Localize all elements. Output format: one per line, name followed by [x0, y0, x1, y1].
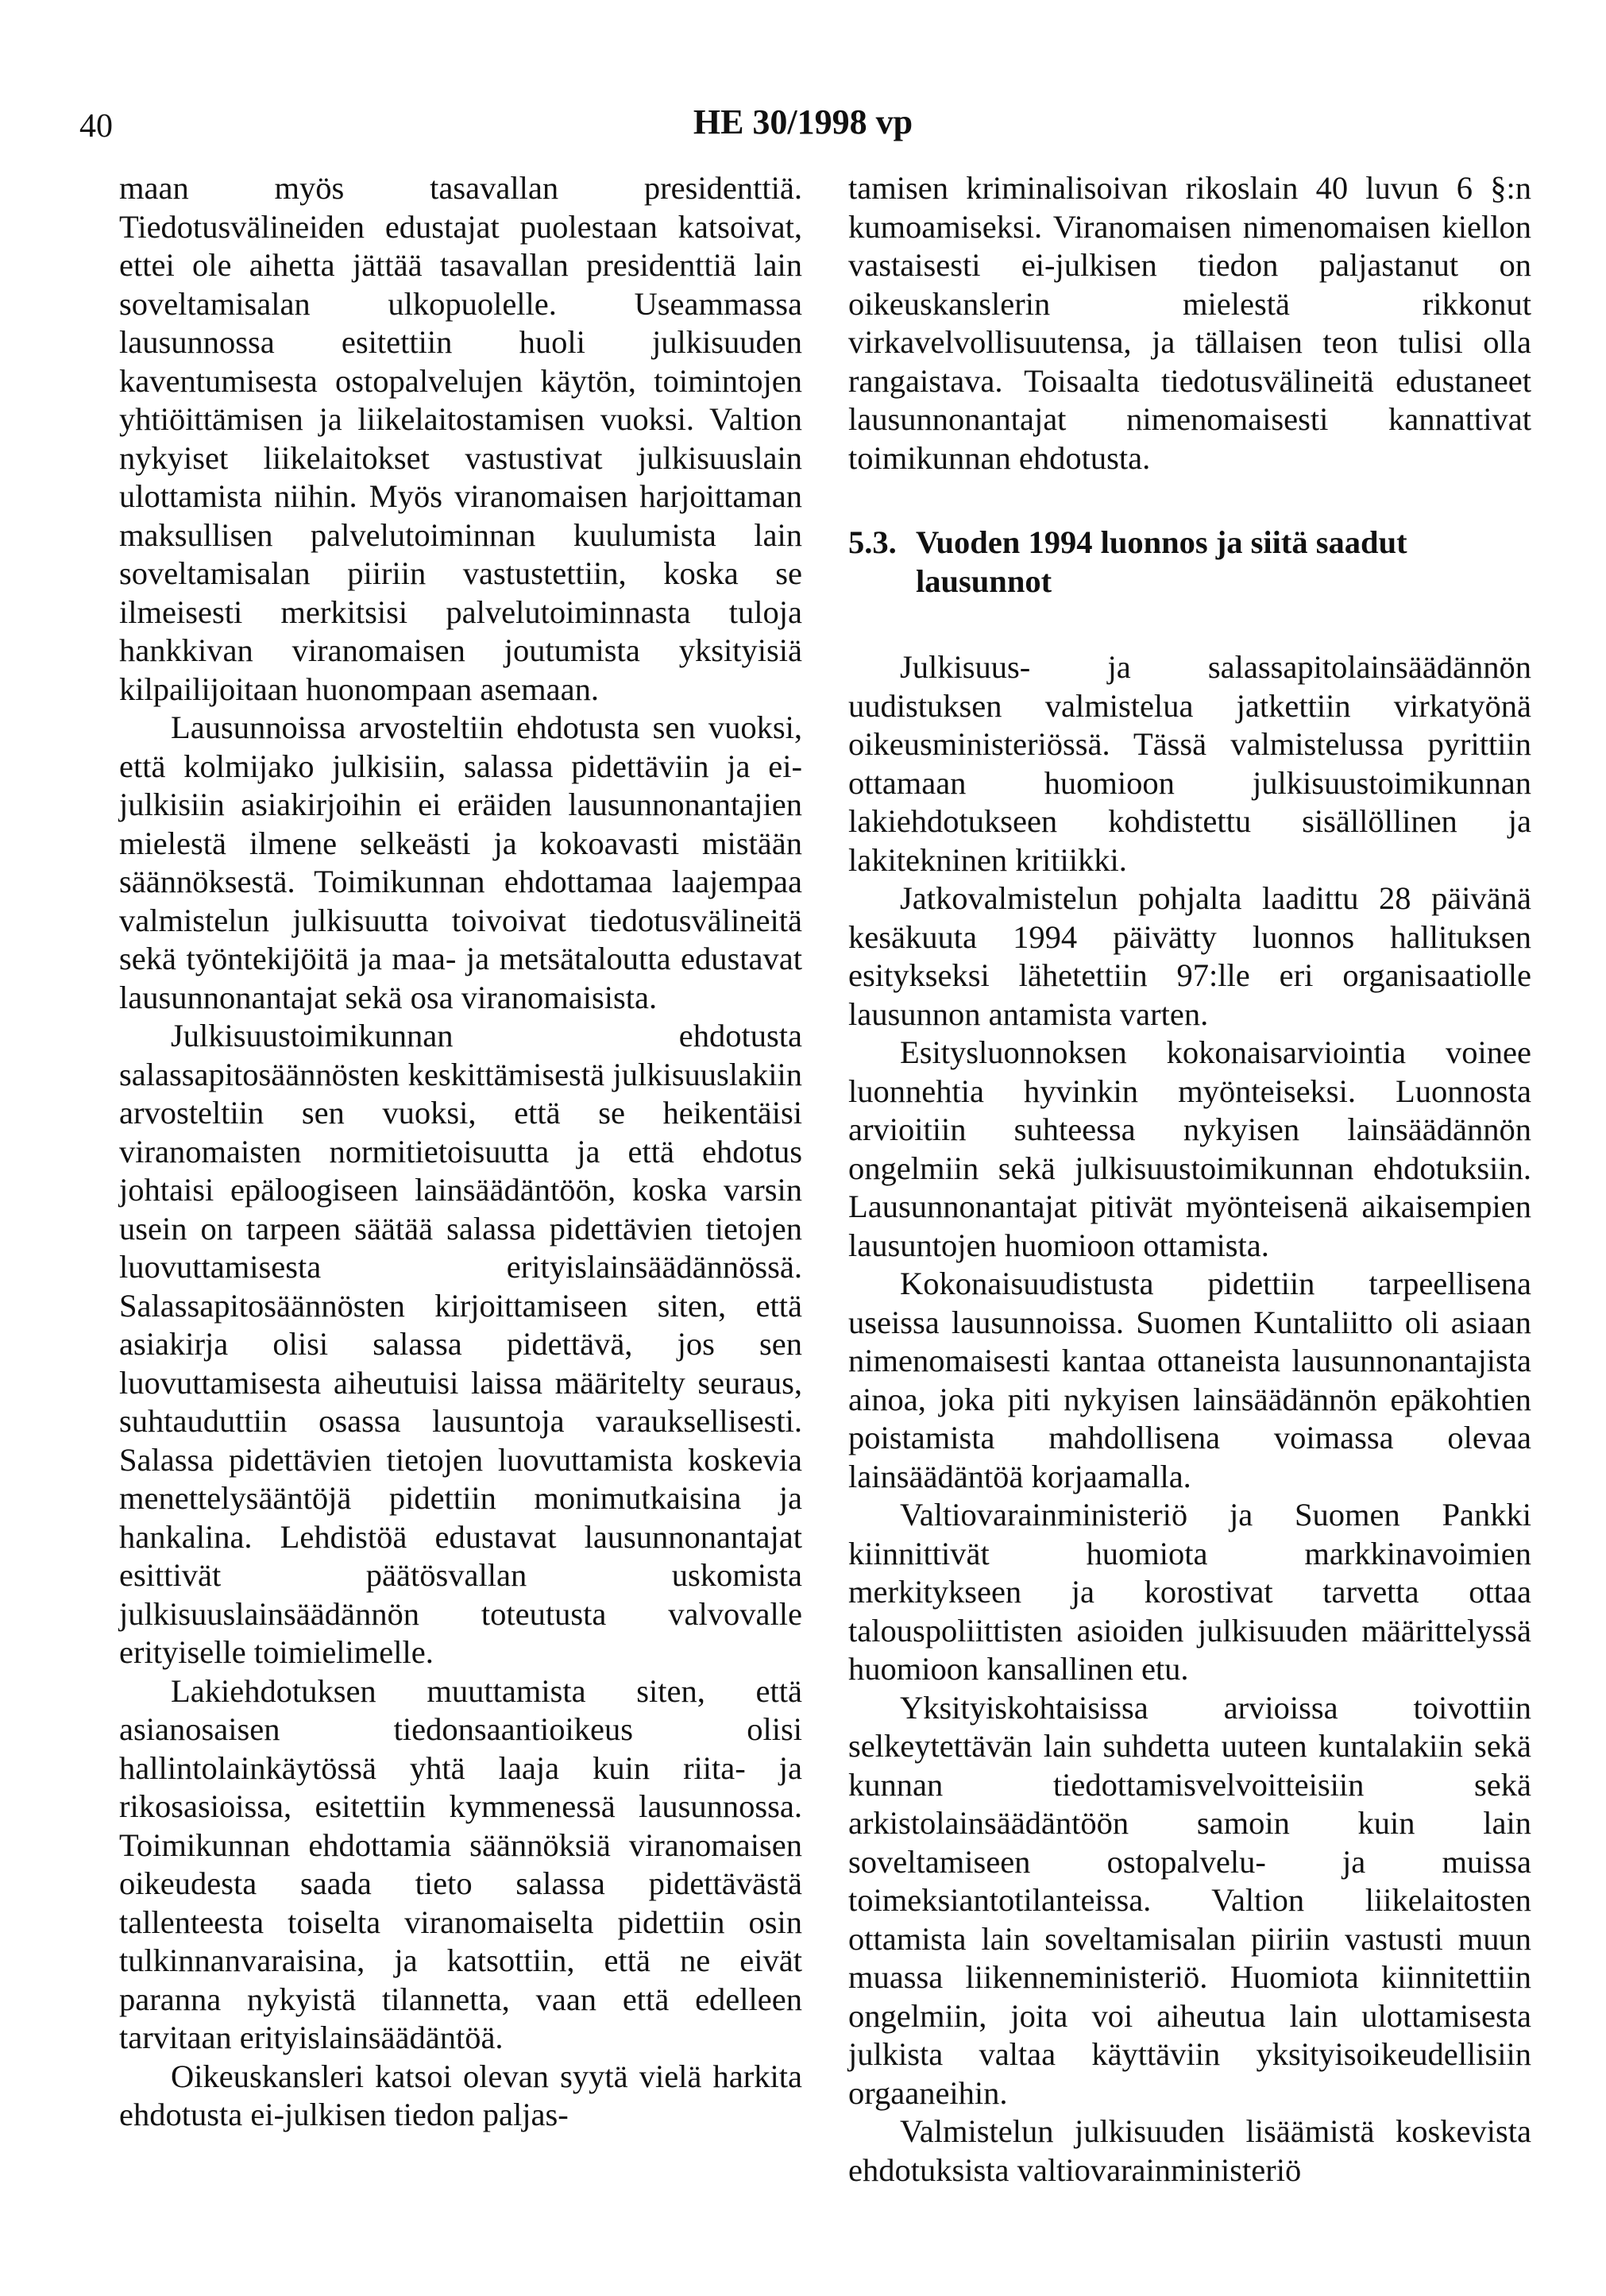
paragraph: Oikeuskansleri katsoi olevan syytä vielä harkita ehdotusta ei-julkisen tiedon paljas-	[119, 2058, 802, 2132]
paragraph: Valmistelun julkisuuden lisäämistä koskevista ehdotuksista valtiovarainministeriö	[848, 2113, 1531, 2188]
paragraph: Jatkovalmistelun pohjalta laadittu 28 päivänä kesäkuuta 1994 päivätty luonnos hallituksen esitykseksi lähetettiin 97:lle eri organisaatiolle lausunnon antamista varten.	[848, 880, 1531, 1032]
document-id: HE 30/1998 vp	[693, 102, 913, 141]
paragraph: Esitysluonnoksen kokonaisarviointia voinee luonnehtia hyvinkin myönteiseksi. Luonnosta arvioitiin suhteessa nykyisen lainsäädännön ongelmiin sekä julkisuustoimikunnan ehdotuksiin. Lausunnonantajat pitivät myönteisenä aikaisempien lausuntojen huomioon ottamista.	[848, 1034, 1531, 1263]
section-heading	[848, 524, 1531, 601]
paragraph: Lausunnoissa arvosteltiin ehdotusta sen vuoksi, että kolmijako julkisiin, salassa pidettäviin ja ei-julkisiin asiakirjoihin ei eräiden lausunnonantajien mielestä ilmene selkeästi ja kokoavasti mistään säännöksestä. Toimikunnan ehdottamaa laajempaa valmistelun julkisuutta toivoivat tiedotusvälineitä sekä työntekijöitä ja maa- ja metsätaloutta edustavat lausunnonantajat sekä osa viranomaisista.	[119, 709, 802, 1015]
paragraph: Lakiehdotuksen muuttamista siten, että asianosaisen tiedonsaantioikeus olisi hallintolainkäytössä yhtä laaja kuin riita- ja rikosasioissa, esitettiin kymmenessä lausunnossa. Toimikunnan ehdottamia säännöksiä viranomaisen oikeudesta saada tieto salassa pidettävästä tallenteesta toiselta viranomaiselta pidettiin osin tulkinnanvaraisina, ja katsottiin, että ne eivät paranna nykyistä tilannetta, vaan että edelleen tarvitaan erityislainsäädäntöä.	[119, 1672, 802, 2055]
left-column	[119, 169, 802, 2135]
section-title: Vuoden 1994 luonnos ja siitä saadut lausunnot	[916, 524, 1407, 599]
right-column	[848, 169, 1531, 2190]
paragraph: tamisen kriminalisoivan rikoslain 40 luvun 6 §:n kumoamiseksi. Viranomaisen nimenomaisen kiellon vastaisesti ei-julkisen tiedon paljastanut on oikeuskanslerin mielestä rikkonut virkavelvollisuutensa, ja tällaisen teon tulisi olla rangaistava. Toisaalta tiedotusvälineitä edustaneet lausunnonantajat nimenomaisesti kannattivat toimikunnan ehdotusta.	[848, 170, 1531, 476]
paragraph: Julkisuustoimikunnan ehdotusta salassapitosäännösten keskittämisestä julkisuuslakiin arvosteltiin sen vuoksi, että se heikentäisi viranomaisten normitietoisuutta ja että ehdotus johtaisi epäloogiseen lainsäädäntöön, koska varsin usein on tarpeen säätää salassa pidettävien tietojen luovuttamisesta erityislainsäädännössä. Salassapitosäännösten kirjoittamiseen siten, että asiakirja olisi salassa pidettävä, jos sen luovuttamisesta aiheutuisi laissa määritelty seuraus, suhtauduttiin osassa lausuntoja varauksellisesti. Salassa pidettävien tietojen luovuttamista koskevia menettelysääntöjä pidettiin monimutkaisina ja hankalina. Lehdistöä edustavat lausunnonantajat esittivät päätösvallan uskomista julkisuuslainsäädännön toteutusta valvovalle erityiselle toimielimelle.	[119, 1018, 802, 1670]
section-number: 5.3.	[848, 524, 897, 560]
paragraph: Yksityiskohtaisissa arvioissa toivottiin selkeytettävän lain suhdetta uuteen kuntalakiin sekä kunnan tiedottamisvelvoitteisiin sekä arkistolainsäädäntöön samoin kuin lain soveltamiseen ostopalvelu- ja muissa toimeksiantotilanteissa. Valtion liikelaitosten ottamista lain soveltamisalan piiriin vastusti muun muassa liikenneministeriö. Huomiota kiinnitettiin ongelmiin, joita voi aiheutua lain ulottamisesta julkista valtaa käyttäviin yksityisoikeudellisiin orgaaneihin.	[848, 1689, 1531, 2111]
paragraph: Valtiovarainministeriö ja Suomen Pankki kiinnittivät huomiota markkinavoimien merkitykseen ja korostivat tarvetta ottaa talouspoliittisten asioiden julkisuuden määrittelyssä huomioon kansallinen etu.	[848, 1497, 1531, 1687]
paragraph: Kokonaisuudistusta pidettiin tarpeellisena useissa lausunnoissa. Suomen Kuntaliitto oli asiaan nimenomaisesti kantaa ottaneista lausunnonantajista ainoa, joka piti nykyisen lainsäädännön epäkohtien poistamista mahdollisena voimassa olevaa lainsäädäntöä korjaamalla.	[848, 1266, 1531, 1494]
paragraph: Julkisuus- ja salassapitolainsäädännön uudistuksen valmistelua jatkettiin virkatyönä oikeusministeriössä. Tässä valmistelussa pyrittiin ottamaan huomioon julkisuustoimikunnan lakiehdotukseen kohdistettu sisällöllinen ja lakitekninen kritiikki.	[848, 649, 1531, 878]
page-number: 40	[79, 108, 113, 145]
paragraph: maan myös tasavallan presidenttiä. Tiedotusvälineiden edustajat puolestaan katsoivat, ettei ole aihetta jättää tasavallan presidenttiä lain soveltamisalan ulkopuolelle. Useammassa lausunnossa esitettiin huoli julkisuuden kaventumisesta ostopalvelujen käytön, toimintojen yhtiöittämisen ja liikelaitostamisen vuoksi. Valtion nykyiset liikelaitokset vastustivat julkisuuslain ulottamista niihin. Myös viranomaisen harjoittaman maksullisen palvelutoiminnan kuulumista lain soveltamisalan piiriin vastustettiin, koska se ilmeisesti merkitsisi palvelutoiminnasta tuloja hankkivan viranomaisen joutumista yksityisiä kilpailijoitaan huonompaan asemaan.	[119, 170, 802, 707]
